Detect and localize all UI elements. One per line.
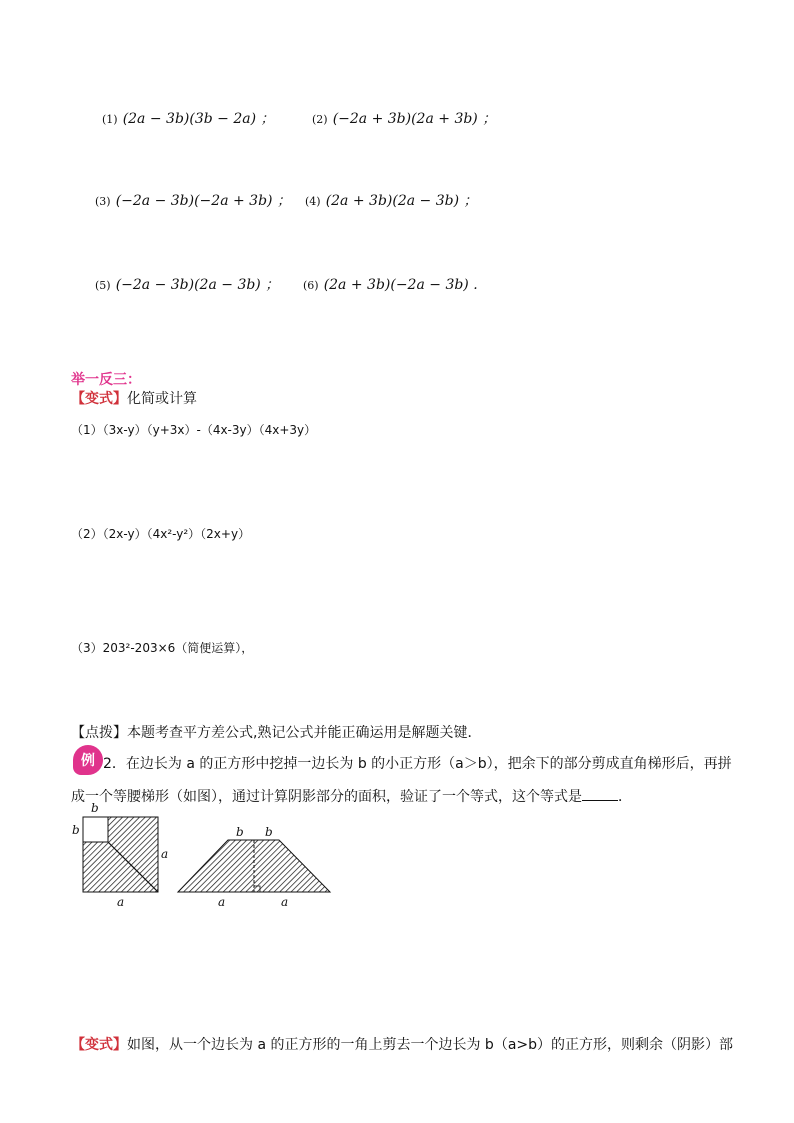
exercise-expression: (2a + 3b)(−2a − 3b) .: [323, 277, 478, 293]
variant-heading: [71, 388, 197, 408]
section-title: 举一反三：: [71, 372, 141, 388]
label-trapezoid-a-1: a: [218, 895, 226, 909]
variant-item-1: （1）（3x-y）（y+3x）-（4x-3y）（4x+3y）: [71, 423, 317, 437]
exercise-number: (5): [95, 279, 111, 292]
label-square-a-bottom: a: [117, 895, 125, 909]
tip-line: [71, 722, 481, 742]
variant2-line: [71, 1034, 733, 1054]
variant2-tag: 【变式】: [71, 1037, 127, 1053]
example-line-2-text: 成一个等腰梯形（如图），通过计算阴影部分的面积，验证了一个等式，这个等式是: [71, 789, 582, 805]
example-line-1: 2．在边长为 a 的正方形中挖掉一边长为 b 的小正方形（a＞b），把余下的部分剪成直角梯形后，再拼: [103, 756, 732, 772]
exercise-6: [303, 274, 478, 293]
label-trapezoid-a-2: a: [281, 895, 289, 909]
exercise-expression: (2a − 3b)(3b − 2a) ；: [122, 111, 275, 127]
exercise-4: [305, 190, 478, 210]
label-trapezoid-b-1: b: [236, 825, 244, 839]
exercise-5: [95, 274, 279, 294]
isosceles-trapezoid: [178, 840, 330, 892]
example-figure: [60, 800, 350, 910]
variant-item-2: （2）（2x-y）（4x²-y²）（2x+y）: [71, 527, 251, 541]
variant-item-3: （3）203²-203×6（简便运算），: [71, 641, 254, 655]
tip-text: 本题考查平方差公式,熟记公式并能正确运用是解题关键．: [127, 725, 482, 741]
exercise-expression: (2a + 3b)(2a − 3b) ；: [325, 193, 478, 209]
label-square-b-top: b: [91, 801, 99, 815]
exercise-number: (4): [305, 195, 321, 208]
exercise-number: (1): [102, 113, 118, 126]
label-square-a-right: a: [161, 847, 169, 861]
example-line-2-end: ．: [618, 789, 632, 805]
exercise-expression: (−2a − 3b)(2a − 3b) ；: [115, 277, 280, 293]
exercise-2: [312, 108, 496, 128]
exercise-number: (2): [312, 113, 328, 126]
variant-tag: 【变式】: [71, 391, 127, 407]
exercise-number: (6): [303, 279, 319, 292]
variant2-text: 如图，从一个边长为 a 的正方形的一角上剪去一个边长为 b（a>b）的正方形，则剩余（阴影）部: [127, 1037, 734, 1053]
exercise-3: [95, 190, 291, 210]
tip-tag: 【点拨】: [71, 725, 127, 741]
label-trapezoid-b-2: b: [265, 825, 273, 839]
answer-blank: [582, 788, 618, 801]
cut-square: [83, 817, 158, 892]
exercise-expression: (−2a − 3b)(−2a + 3b) ；: [115, 193, 291, 209]
exercise-expression: (−2a + 3b)(2a + 3b) ；: [332, 111, 497, 127]
exercise-1: [102, 108, 275, 128]
exercise-number: (3): [95, 195, 111, 208]
label-square-b-left: b: [72, 823, 80, 837]
example-badge: 例: [73, 745, 103, 775]
removed-small-square: [83, 817, 108, 842]
variant-title: 化简或计算: [127, 391, 197, 407]
